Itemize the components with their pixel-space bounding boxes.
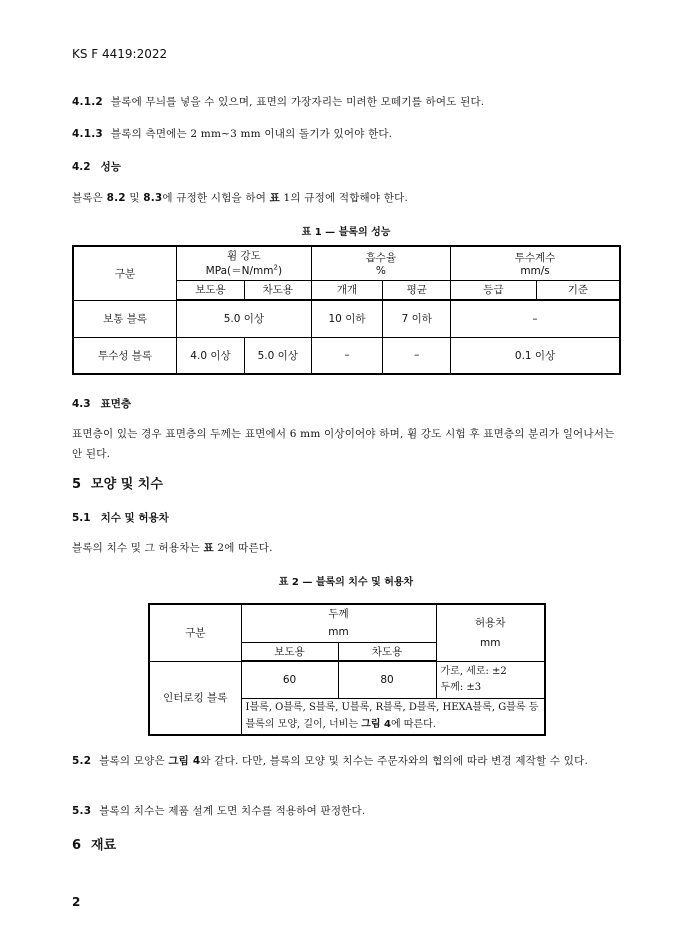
header-thickness: [241, 604, 436, 642]
section-title: 모양 및 치수: [91, 477, 163, 492]
section-5-heading: [72, 473, 163, 492]
cell-absorption-average: 7 이하: [383, 300, 451, 337]
tolerance-thickness: 두께: ±3: [440, 681, 482, 693]
header-tolerance-label: 허용차: [475, 616, 506, 629]
text-run: 에 규정한 시험을 하여: [162, 192, 270, 204]
subheader-average: 평균: [383, 280, 451, 300]
cell-absorption-average: –: [383, 337, 451, 374]
header-absorption: [311, 246, 450, 280]
cell-permeability: –: [451, 300, 620, 337]
header-permeability: [451, 246, 620, 280]
page-number: 2: [72, 895, 81, 909]
figure-reference: 그림 4: [361, 719, 391, 731]
subheader-road: 차도용: [244, 280, 311, 300]
clause-5-3: [72, 801, 620, 821]
table-reference: 표: [269, 192, 280, 204]
text-run: 블록의 치수 및 그 허용차는: [72, 542, 204, 554]
section-number: 6: [72, 838, 82, 853]
row-label: 투수성 블록: [73, 337, 177, 374]
figure-reference: 그림 4: [168, 755, 201, 767]
header-strength: [177, 246, 312, 280]
header-tolerance-unit: mm: [480, 636, 501, 649]
cell-permeability: 0.1 이상: [451, 337, 620, 374]
header-thickness-label: 두께: [328, 608, 349, 621]
text-run: 와 같다. 다만, 블록의 모양 및 치수는 주문자와의 협의에 따라 변경 제작할 수 있다.: [200, 755, 588, 767]
row-label: 인터로킹 블록: [149, 661, 241, 735]
text-run: I블록, O블록, S블록, U블록, R블록, D블록, HEXA블록, G블록 등 블록의 모양, 길이, 너비는: [245, 702, 539, 731]
cell-thickness-sidewalk: 60: [241, 661, 338, 698]
cell-strength: 5.0 이상: [177, 300, 312, 337]
clause-number: 5.3: [72, 805, 92, 817]
subheader-road: 차도용: [338, 642, 436, 661]
text-run: 및: [125, 192, 144, 204]
table-2: [148, 603, 546, 736]
section-number: 5: [72, 477, 82, 492]
section-number: 4.2: [72, 161, 91, 173]
section-title: 표면층: [100, 398, 132, 410]
clause-text: 블록의 측면에는 2 mm∼3 mm 이내의 돌기가 있어야 한다.: [110, 128, 393, 140]
cell-strength-road: 5.0 이상: [244, 337, 311, 374]
cell-thickness-road: 80: [338, 661, 436, 698]
section-number: 4.3: [72, 398, 91, 410]
unit-text: MPa(＝N/mm: [205, 265, 274, 278]
subheader-grade: 등급: [451, 280, 537, 300]
clause-reference: 8.3: [143, 192, 163, 204]
cell-absorption-each: –: [311, 337, 383, 374]
table-2-caption: 표 2 — 블록의 치수 및 허용차: [278, 577, 414, 588]
cell-strength-sidewalk: 4.0 이상: [177, 337, 245, 374]
section-5-1-text: [72, 538, 620, 558]
header-permeability-label: 투수계수: [514, 251, 556, 264]
section-4-3-heading: [72, 396, 131, 411]
table-row: [149, 661, 545, 698]
header-permeability-unit: mm/s: [520, 264, 550, 277]
text-run: 2에 따른다.: [213, 542, 273, 554]
subheader-sidewalk: 보도용: [241, 642, 338, 661]
section-title: 재료: [91, 838, 117, 853]
table-row: [73, 337, 620, 374]
clause-text: 블록에 무늬를 넣을 수 있으며, 표면의 가장자리는 미려한 모떼기를 하여도 된다.: [110, 96, 485, 108]
text-run: 에 따른다.: [390, 719, 436, 731]
header-thickness-unit: mm: [328, 626, 349, 639]
document-id: KS F 4419:2022: [72, 47, 168, 61]
unit-superscript: 2: [273, 263, 278, 272]
header-gubun: 구분: [73, 246, 177, 300]
cell-tolerance: [436, 661, 545, 698]
table-reference: 표: [203, 542, 214, 554]
clause-reference: 8.2: [106, 192, 126, 204]
table-1-caption: 표 1 — 블록의 성능: [301, 227, 391, 238]
clause-5-2: [72, 751, 620, 771]
unit-text: ): [277, 265, 283, 278]
section-5-1-heading: [72, 510, 169, 525]
section-4-3-text: 표면층이 있는 경우 표면층의 두께는 표면에서 6 mm 이상이어야 하며, 휨 강도 시험 후 표면층의 분리가 일어나서는 안 된다.: [72, 428, 615, 460]
row-label: 보통 블록: [73, 300, 177, 337]
table-1: [72, 245, 621, 375]
section-title: 치수 및 허용차: [100, 512, 169, 524]
section-title: 성능: [100, 161, 121, 173]
section-4-2-heading: [72, 159, 121, 174]
clause-number: 5.2: [72, 755, 92, 767]
table-row: [73, 300, 620, 337]
cell-shape-note: [241, 698, 545, 735]
header-strength-unit: [177, 263, 311, 278]
subheader-standard: 기준: [536, 280, 620, 300]
tolerance-width-length: 가로, 세로: ±2: [440, 665, 507, 677]
subheader-sidewalk: 보도용: [177, 280, 245, 300]
header-absorption-unit: %: [375, 264, 386, 277]
section-6-heading: [72, 834, 116, 853]
clause-number: 4.1.3: [72, 128, 103, 140]
clause-4-1-3: [72, 124, 620, 144]
text-run: 블록은: [72, 192, 107, 204]
text-run: 1의 규정에 적합해야 한다.: [280, 192, 408, 204]
header-absorption-label: 흡수율: [365, 251, 397, 264]
header-tolerance: [436, 604, 545, 661]
text-run: 블록의 모양은: [99, 755, 169, 767]
header-strength-label: 휨 강도: [226, 250, 261, 263]
section-4-2-text: [72, 188, 620, 208]
subheader-each: 개개: [311, 280, 383, 300]
clause-text: 블록의 치수는 제품 설계 도면 치수를 적용하여 판정한다.: [99, 805, 366, 817]
section-number: 5.1: [72, 512, 91, 524]
clause-number: 4.1.2: [72, 96, 103, 108]
cell-absorption-each: 10 이하: [311, 300, 383, 337]
header-gubun: 구분: [149, 604, 241, 661]
clause-4-1-2: [72, 92, 620, 112]
